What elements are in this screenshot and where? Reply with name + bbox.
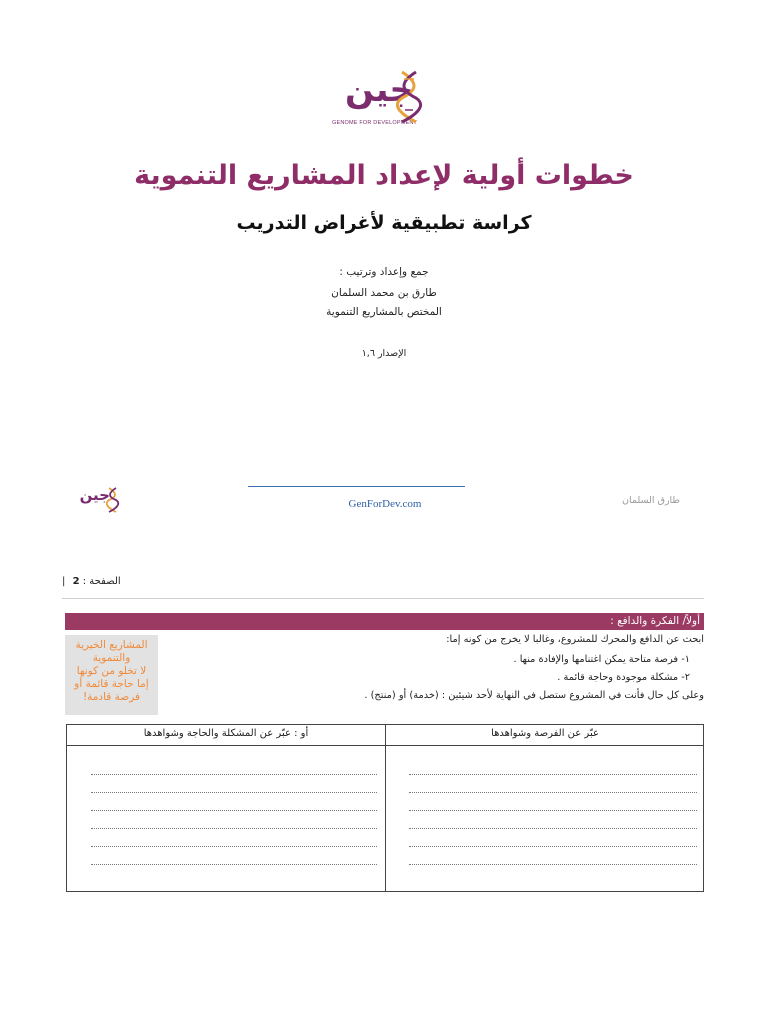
- table-divider: [385, 725, 386, 891]
- website-link[interactable]: GenForDev.com: [348, 498, 422, 510]
- body-line-opportunity: ١- فرصة متاحة يمكن اغتنامها والإفادة منها .: [513, 654, 690, 665]
- body-line-outcome: وعلى كل حال فأنت في المشروع ستصل في النهاية لأحد شيئين : (خدمة) أو (منتج) .: [364, 690, 704, 701]
- note-line: لا تخلو من كونها: [76, 665, 147, 677]
- genome-logo: [318, 70, 448, 130]
- answer-line[interactable]: [409, 773, 697, 775]
- section-heading: أولاً/ الفكرة والدافع :: [610, 615, 700, 627]
- answer-line[interactable]: [91, 773, 377, 775]
- credits-role: المختص بالمشاريع التنموية: [326, 306, 442, 318]
- version-label: الإصدار ١,٦: [361, 348, 407, 359]
- page-number-value: 2: [72, 576, 80, 587]
- page-subtitle: كراسة تطبيقية لأغراض التدريب: [236, 212, 532, 234]
- answer-line[interactable]: [91, 863, 377, 865]
- body-line: ابحث عن الدافع والمحرك للمشروع، وغالبا لا يخرج من كونه إما:: [446, 634, 704, 645]
- answer-line[interactable]: [409, 827, 697, 829]
- section-heading-band: [65, 613, 704, 630]
- answer-line[interactable]: [409, 809, 697, 811]
- dna-icon: [106, 487, 120, 513]
- table-header-rule: [67, 745, 703, 746]
- page-rule: [62, 598, 704, 599]
- note-line: والتنموية: [92, 652, 131, 664]
- body-line-problem: ٢- مشكلة موجودة وحاجة قائمة .: [557, 672, 690, 683]
- logo-tagline: GENOME FOR DEVELOPMENT: [332, 120, 418, 126]
- answer-line[interactable]: [409, 791, 697, 793]
- footer-logo-arabic: جين: [79, 486, 110, 504]
- page-number-separator: |: [62, 576, 66, 587]
- answer-line[interactable]: [91, 791, 377, 793]
- page-number: [62, 576, 121, 587]
- credits-author: طارق بن محمد السلمان: [331, 287, 437, 299]
- note-line: فرصة قادمة!: [82, 691, 141, 703]
- answer-line[interactable]: [409, 863, 697, 865]
- answer-line[interactable]: [91, 845, 377, 847]
- note-line: إما حاجة قائمة أو: [74, 678, 149, 690]
- exercise-table: [66, 724, 704, 892]
- table-header-problem: أو : عبّر عن المشكلة والحاجة وشواهدها: [143, 728, 309, 739]
- footer-divider: [248, 486, 465, 487]
- note-box: [65, 635, 158, 715]
- page-number-label: الصفحة :: [82, 576, 121, 587]
- note-line: المشاريع الخيرية: [75, 639, 148, 651]
- answer-line[interactable]: [91, 809, 377, 811]
- footer-logo: [72, 486, 122, 514]
- credits-line-1: جمع وإعداد وترتيب :: [339, 266, 429, 278]
- answer-line[interactable]: [91, 827, 377, 829]
- dna-icon: [396, 70, 424, 124]
- answer-line[interactable]: [409, 845, 697, 847]
- logo-arabic-name: جين: [345, 70, 414, 110]
- table-header-opportunity: عبّر عن الفرصة وشواهدها: [491, 728, 599, 739]
- footer-author: طارق السلمان: [622, 495, 680, 506]
- page-title: خطوات أولية لإعداد المشاريع التنموية: [134, 160, 634, 191]
